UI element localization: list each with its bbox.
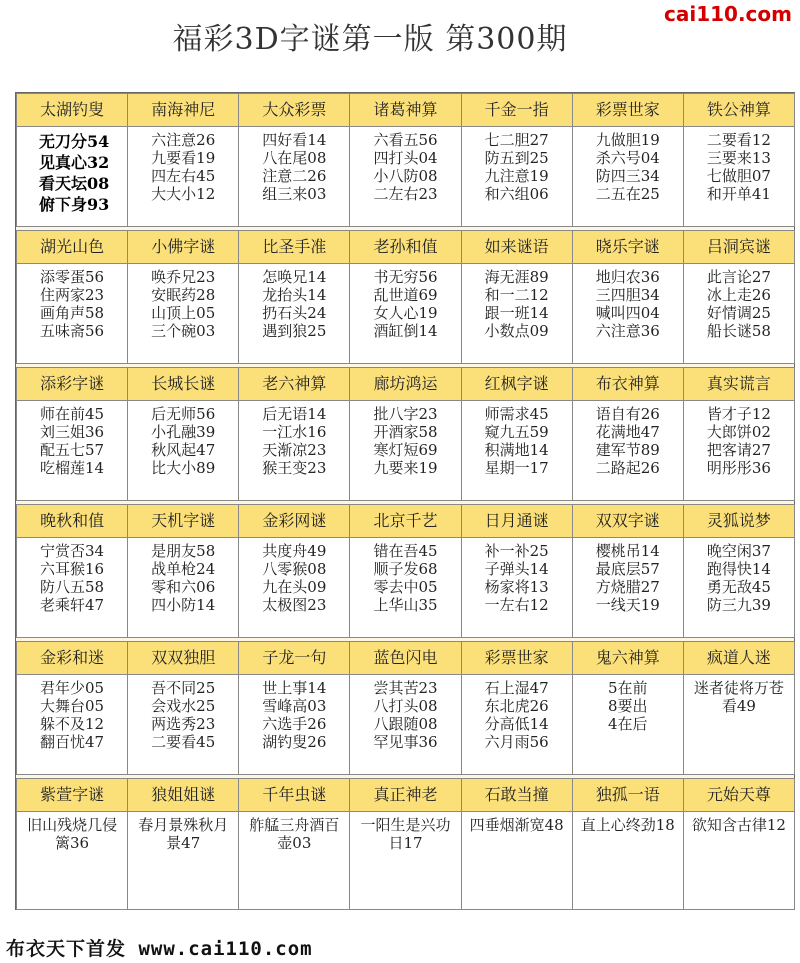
riddle-line: 六注意36 xyxy=(595,322,660,340)
riddle-line: 两选秀23 xyxy=(151,715,216,733)
header-row xyxy=(16,504,794,537)
site-logo-text: cai110.com xyxy=(664,2,792,26)
riddle-line: 错在吾45 xyxy=(373,542,438,560)
riddle-line: 防三九39 xyxy=(706,596,771,614)
riddle-line: 比大小89 xyxy=(151,459,216,477)
riddle-line: 舴艋三舟酒百壶03 xyxy=(249,816,340,852)
riddle-line: 书无穷56 xyxy=(373,268,438,286)
riddle-line: 寒灯短69 xyxy=(373,441,438,459)
riddle-line: 皆才子12 xyxy=(706,405,771,423)
riddle-cell xyxy=(461,674,573,775)
column-header: 石敢当撞 xyxy=(461,778,573,812)
header-row xyxy=(16,230,794,263)
riddle-line: 刘三姐36 xyxy=(40,423,105,441)
riddle-line: 翻百忧47 xyxy=(40,733,105,751)
column-header: 真实谎言 xyxy=(683,367,795,401)
riddle-line: 六注意26 xyxy=(151,131,216,149)
riddle-line: 大大小12 xyxy=(151,185,216,203)
column-header: 长城长谜 xyxy=(127,367,239,401)
riddle-line: 欲知含古律12 xyxy=(691,816,786,834)
riddle-cell xyxy=(683,126,795,227)
riddle-line: 四小防14 xyxy=(151,596,216,614)
riddle-line: 石上湿47 xyxy=(484,679,549,697)
column-header: 吕洞宾谜 xyxy=(683,230,795,264)
riddle-line: 天渐凉23 xyxy=(262,441,327,459)
riddle-line: 八零猴08 xyxy=(262,560,327,578)
column-header: 南海神尼 xyxy=(127,93,239,127)
riddle-line: 防八五58 xyxy=(40,578,105,596)
riddle-cell xyxy=(683,537,795,638)
riddle-line: 二要看45 xyxy=(151,733,216,751)
column-header: 晓乐字谜 xyxy=(572,230,684,264)
riddle-cell xyxy=(349,811,461,910)
riddle-line: 补一补25 xyxy=(484,542,549,560)
riddle-line: 好情调25 xyxy=(706,304,771,322)
riddle-line: 酒缸倒14 xyxy=(373,322,438,340)
riddle-line: 六看五56 xyxy=(373,131,438,149)
riddle-line: 大舞台05 xyxy=(40,697,105,715)
column-header: 鬼六神算 xyxy=(572,641,684,675)
riddle-cell xyxy=(349,400,461,501)
column-header: 千金一指 xyxy=(461,93,573,127)
riddle-line: 海无涯89 xyxy=(484,268,549,286)
column-header: 金彩网谜 xyxy=(238,504,350,538)
riddle-line: 组三来03 xyxy=(262,185,327,203)
column-header: 子龙一句 xyxy=(238,641,350,675)
riddle-line: 看天坛08 xyxy=(39,174,110,193)
column-header: 北京千艺 xyxy=(349,504,461,538)
riddle-line: 后无师56 xyxy=(151,405,216,423)
riddle-line: 乱世道69 xyxy=(373,286,438,304)
riddle-line: 山顶上05 xyxy=(151,304,216,322)
riddle-line: 三个碗03 xyxy=(151,322,216,340)
column-header: 太湖钓叟 xyxy=(16,93,128,127)
riddle-line: 小数点09 xyxy=(484,322,549,340)
column-header: 彩票世家 xyxy=(572,93,684,127)
riddle-line: 8要出 xyxy=(608,697,648,715)
column-header: 紫萱字谜 xyxy=(16,778,128,812)
riddle-line: 语自有26 xyxy=(595,405,660,423)
riddle-line: 龙抬头14 xyxy=(262,286,327,304)
column-header: 诸葛神算 xyxy=(349,93,461,127)
riddle-line: 防四三34 xyxy=(595,167,660,185)
riddle-line: 跟一班14 xyxy=(484,304,549,322)
riddle-cell xyxy=(683,811,795,910)
riddle-line: 防五到25 xyxy=(484,149,549,167)
riddle-line: 战单枪24 xyxy=(151,560,216,578)
column-header: 天机字谜 xyxy=(127,504,239,538)
column-header: 灵狐说梦 xyxy=(683,504,795,538)
riddle-cell xyxy=(349,537,461,638)
column-header: 元始天尊 xyxy=(683,778,795,812)
riddle-line: 和一二12 xyxy=(484,286,549,304)
riddle-cell xyxy=(127,126,239,227)
riddle-line: 三要来13 xyxy=(706,149,771,167)
riddle-cell xyxy=(16,674,128,775)
riddle-line: 小八防08 xyxy=(373,167,438,185)
riddle-cell xyxy=(572,674,684,775)
riddle-line: 建军节89 xyxy=(595,441,660,459)
riddle-line: 地归农36 xyxy=(595,268,660,286)
riddle-line: 此言论27 xyxy=(706,268,771,286)
header-row xyxy=(16,641,794,674)
column-header: 比圣手准 xyxy=(238,230,350,264)
content-row xyxy=(16,811,794,909)
riddle-line: 七二胆27 xyxy=(484,131,549,149)
column-header: 小佛字谜 xyxy=(127,230,239,264)
riddle-line: 秋风起47 xyxy=(151,441,216,459)
riddle-line: 明彤彤36 xyxy=(706,459,771,477)
riddle-line: 后无语14 xyxy=(262,405,327,423)
riddle-line: 春月景殊秋月景47 xyxy=(138,816,229,852)
riddle-cell xyxy=(16,126,128,227)
riddle-line: 九要来19 xyxy=(373,459,438,477)
riddle-line: 把客请27 xyxy=(706,441,771,459)
riddle-line: 躲不及12 xyxy=(40,715,105,733)
riddle-cell xyxy=(349,126,461,227)
riddle-line: 六月雨56 xyxy=(484,733,549,751)
column-header: 老孙和值 xyxy=(349,230,461,264)
riddle-line: 添零蛋56 xyxy=(40,268,105,286)
riddle-line: 住两家23 xyxy=(40,286,105,304)
content-row xyxy=(16,400,794,500)
riddle-line: 君年少05 xyxy=(40,679,105,697)
riddle-line: 吾不同25 xyxy=(151,679,216,697)
riddle-line: 和开单41 xyxy=(706,185,771,203)
riddle-line: 分高低14 xyxy=(484,715,549,733)
riddle-line: 雪峰高03 xyxy=(262,697,327,715)
column-header: 添彩字谜 xyxy=(16,367,128,401)
riddle-line: 开酒家58 xyxy=(373,423,438,441)
column-header: 狼姐姐谜 xyxy=(127,778,239,812)
riddle-line: 见真心32 xyxy=(39,153,110,172)
riddle-line: 冰上走26 xyxy=(706,286,771,304)
riddle-cell xyxy=(238,811,350,910)
riddle-table xyxy=(15,92,795,910)
riddle-line: 罕见事36 xyxy=(373,733,438,751)
riddle-cell xyxy=(461,126,573,227)
riddle-line: 太极图23 xyxy=(262,596,327,614)
column-header: 日月通谜 xyxy=(461,504,573,538)
column-header: 布衣神算 xyxy=(572,367,684,401)
riddle-line: 顺子发68 xyxy=(373,560,438,578)
riddle-cell xyxy=(572,263,684,364)
riddle-cell xyxy=(572,537,684,638)
riddle-line: 最底层57 xyxy=(595,560,660,578)
riddle-line: 世上事14 xyxy=(262,679,327,697)
riddle-line: 二左右23 xyxy=(373,185,438,203)
riddle-line: 四左右45 xyxy=(151,167,216,185)
riddle-line: 晚空闲37 xyxy=(706,542,771,560)
riddle-line: 八跟随08 xyxy=(373,715,438,733)
riddle-line: 上华山35 xyxy=(373,596,438,614)
riddle-line: 跑得快14 xyxy=(706,560,771,578)
riddle-line: 老乘轩47 xyxy=(40,596,105,614)
header-row xyxy=(16,93,794,126)
riddle-line: 勇无敌45 xyxy=(706,578,771,596)
riddle-cell xyxy=(461,400,573,501)
riddle-line: 一阳生是兴功日17 xyxy=(360,816,451,852)
riddle-line: 扔石头24 xyxy=(262,304,327,322)
riddle-cell xyxy=(16,811,128,910)
column-header: 湖光山色 xyxy=(16,230,128,264)
riddle-line: 六耳猴16 xyxy=(40,560,105,578)
riddle-cell xyxy=(238,263,350,364)
riddle-line: 唤乔兄23 xyxy=(151,268,216,286)
riddle-line: 星期一17 xyxy=(484,459,549,477)
riddle-line: 猴王变23 xyxy=(262,459,327,477)
riddle-line: 批八字23 xyxy=(373,405,438,423)
riddle-cell xyxy=(683,674,795,775)
riddle-line: 四好看14 xyxy=(262,131,327,149)
riddle-line: 杨家将13 xyxy=(484,578,549,596)
riddle-line: 会戏水25 xyxy=(151,697,216,715)
riddle-line: 三四胆34 xyxy=(595,286,660,304)
riddle-cell xyxy=(572,811,684,910)
riddle-line: 迷者徒将万苍看49 xyxy=(693,679,784,715)
riddle-cell xyxy=(349,263,461,364)
riddle-line: 积满地14 xyxy=(484,441,549,459)
header-row xyxy=(16,367,794,400)
riddle-line: 俯下身93 xyxy=(39,195,110,214)
riddle-line: 东北虎26 xyxy=(484,697,549,715)
content-row xyxy=(16,537,794,637)
riddle-line: 八打头08 xyxy=(373,697,438,715)
column-header: 蓝色闪电 xyxy=(349,641,461,675)
riddle-cell xyxy=(16,537,128,638)
riddle-cell xyxy=(683,400,795,501)
riddle-line: 无刀分54 xyxy=(39,132,110,151)
column-header: 廊坊鸿运 xyxy=(349,367,461,401)
column-header: 独孤一语 xyxy=(572,778,684,812)
riddle-line: 旧山残烧几侵篱36 xyxy=(27,816,118,852)
riddle-line: 九要看19 xyxy=(151,149,216,167)
riddle-line: 四垂烟渐宽48 xyxy=(469,816,564,834)
column-header: 铁公神算 xyxy=(683,93,795,127)
column-header: 金彩和迷 xyxy=(16,641,128,675)
column-header: 真正神老 xyxy=(349,778,461,812)
riddle-line: 直上心终劲18 xyxy=(580,816,675,834)
riddle-line: 安眠药28 xyxy=(151,286,216,304)
riddle-cell xyxy=(461,537,573,638)
column-header: 如来谜语 xyxy=(461,230,573,264)
riddle-line: 尝其苦23 xyxy=(373,679,438,697)
riddle-line: 喊叫四04 xyxy=(595,304,660,322)
riddle-cell xyxy=(461,263,573,364)
riddle-line: 七做胆07 xyxy=(706,167,771,185)
riddle-line: 子弹头14 xyxy=(484,560,549,578)
content-row xyxy=(16,674,794,774)
riddle-line: 4在后 xyxy=(608,715,648,733)
riddle-line: 师在前45 xyxy=(40,405,105,423)
riddle-line: 吃榴莲14 xyxy=(40,459,105,477)
riddle-line: 配五七57 xyxy=(40,441,105,459)
riddle-line: 和六组06 xyxy=(484,185,549,203)
riddle-cell xyxy=(238,400,350,501)
riddle-line: 是朋友58 xyxy=(151,542,216,560)
riddle-line: 六选手26 xyxy=(262,715,327,733)
riddle-line: 遇到狼25 xyxy=(262,322,327,340)
riddle-line: 一江水16 xyxy=(262,423,327,441)
riddle-cell xyxy=(16,400,128,501)
riddle-line: 注意二26 xyxy=(262,167,327,185)
riddle-cell xyxy=(238,537,350,638)
column-header: 晚秋和值 xyxy=(16,504,128,538)
riddle-line: 船长谜58 xyxy=(706,322,771,340)
footer-watermark: 布衣天下首发 www.cai110.com xyxy=(6,938,313,960)
riddle-line: 八在尾08 xyxy=(262,149,327,167)
header-row xyxy=(16,778,794,811)
riddle-line: 窥九五59 xyxy=(484,423,549,441)
riddle-line: 九在头09 xyxy=(262,578,327,596)
column-header: 老六神算 xyxy=(238,367,350,401)
riddle-cell xyxy=(461,811,573,910)
riddle-cell xyxy=(127,674,239,775)
riddle-line: 5在前 xyxy=(608,679,648,697)
riddle-line: 画角声58 xyxy=(40,304,105,322)
riddle-line: 五味斋56 xyxy=(40,322,105,340)
riddle-line: 一线天19 xyxy=(595,596,660,614)
page-title: 福彩3D字谜第一版 第300期 xyxy=(172,22,568,57)
riddle-cell xyxy=(127,811,239,910)
column-header: 疯道人迷 xyxy=(683,641,795,675)
riddle-line: 怎唤兄14 xyxy=(262,268,327,286)
riddle-line: 二路起26 xyxy=(595,459,660,477)
riddle-line: 女人心19 xyxy=(373,304,438,322)
riddle-cell xyxy=(127,400,239,501)
riddle-line: 方烧腊27 xyxy=(595,578,660,596)
column-header: 双双独胆 xyxy=(127,641,239,675)
riddle-line: 二五在25 xyxy=(595,185,660,203)
column-header: 千年虫谜 xyxy=(238,778,350,812)
column-header: 大众彩票 xyxy=(238,93,350,127)
riddle-line: 师需求45 xyxy=(484,405,549,423)
riddle-cell xyxy=(572,400,684,501)
riddle-cell xyxy=(349,674,461,775)
riddle-cell xyxy=(572,126,684,227)
riddle-cell xyxy=(238,126,350,227)
riddle-line: 大郎饼02 xyxy=(706,423,771,441)
column-header: 双双字谜 xyxy=(572,504,684,538)
riddle-line: 零和六06 xyxy=(151,578,216,596)
riddle-line: 二要看12 xyxy=(706,131,771,149)
riddle-cell xyxy=(127,263,239,364)
riddle-line: 一左右12 xyxy=(484,596,549,614)
column-header: 彩票世家 xyxy=(461,641,573,675)
riddle-cell xyxy=(238,674,350,775)
riddle-cell xyxy=(683,263,795,364)
riddle-cell xyxy=(16,263,128,364)
content-row xyxy=(16,126,794,226)
riddle-cell xyxy=(127,537,239,638)
riddle-line: 湖钓叟26 xyxy=(262,733,327,751)
riddle-line: 九做胆19 xyxy=(595,131,660,149)
riddle-line: 九注意19 xyxy=(484,167,549,185)
riddle-line: 杀六号04 xyxy=(595,149,660,167)
content-row xyxy=(16,263,794,363)
riddle-line: 樱桃吊14 xyxy=(595,542,660,560)
riddle-line: 花满地47 xyxy=(595,423,660,441)
riddle-line: 四打头04 xyxy=(373,149,438,167)
riddle-line: 共度舟49 xyxy=(262,542,327,560)
riddle-line: 零去中05 xyxy=(373,578,438,596)
riddle-line: 宁赏否34 xyxy=(40,542,105,560)
column-header: 红枫字谜 xyxy=(461,367,573,401)
riddle-line: 小孔融39 xyxy=(151,423,216,441)
